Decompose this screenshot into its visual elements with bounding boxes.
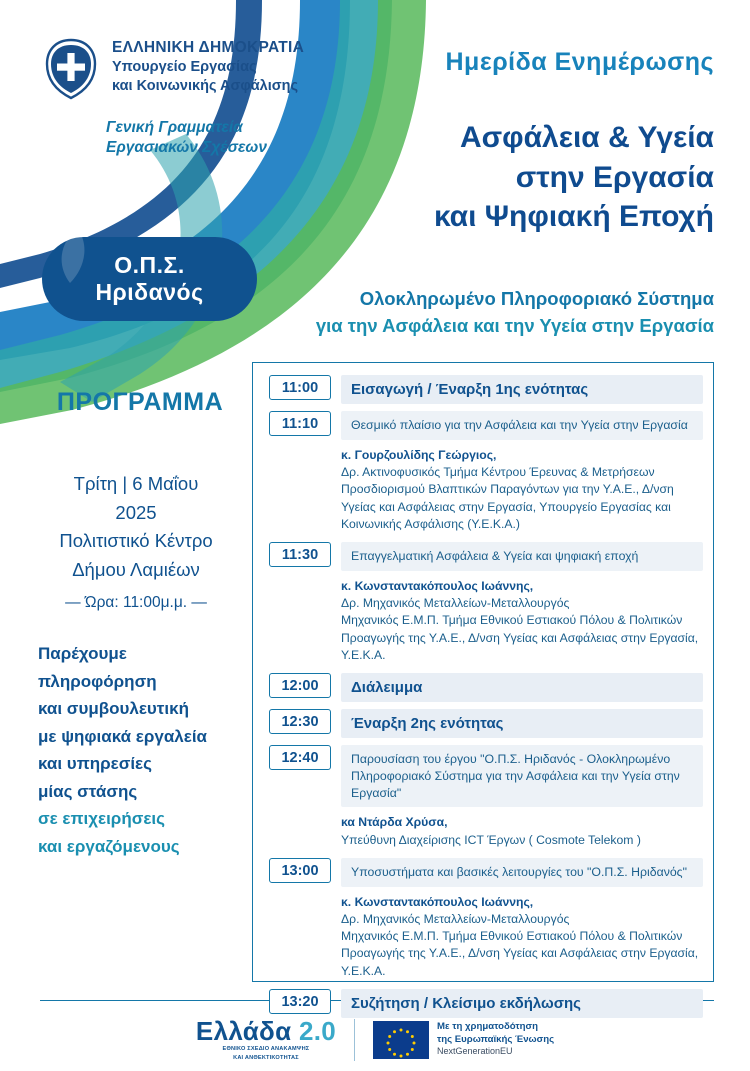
programme-title: Θεσμικό πλαίσιο για την Ασφάλεια και την Υγεία στην Εργασία	[341, 411, 703, 440]
ellada-main-text: Ελλάδα	[195, 1015, 292, 1046]
speaker-info-line: Δρ. Μηχανικός Μεταλλείων-Μεταλλουργός	[341, 911, 570, 926]
page-subtitle	[316, 286, 714, 340]
programme-title: Εισαγωγή / Έναρξη 1ης ενότητας	[341, 375, 703, 404]
badge-line1: Ο.Π.Σ.	[114, 251, 185, 278]
subtitle-line2: για την Ασφάλεια και την Υγεία στην Εργασία	[315, 314, 714, 336]
ops-iridanos-badge	[42, 237, 257, 321]
footer-vertical-divider	[354, 1019, 355, 1061]
programme-title: Παρουσίαση του έργου "Ο.Π.Σ. Ηριδανός - Ολοκληρωμένο Πληροφοριακό Σύστημα για την Ασφάλεια και την Υγεία στην Εργασία"	[341, 745, 703, 807]
speaker-info-line: Μηχανικός Ε.Μ.Π. Τμήμα Εθνικού Εστιακού Πόλου & Πολιτικών Προαγωγής της Υ.Α.Ε., Δ/νση Υγείας και Ασφάλειας στην Εργασία, Υ.Ε.Κ.Α.	[341, 613, 699, 663]
speaker-info-line: Δρ. Μηχανικός Μεταλλείων-Μεταλλουργός	[341, 596, 570, 611]
speaker-name: κα Ντάρδα Χρύσα,	[341, 815, 448, 830]
eu-line2: της Ευρωπαϊκής Ένωσης	[436, 1033, 555, 1045]
programme-time: 11:10	[269, 411, 331, 436]
eu-line3: NextGenerationEU	[436, 1046, 513, 1057]
title-line2: στην Εργασία	[515, 160, 714, 194]
programme-title: Συζήτηση / Κλείσιμο εκδήλωσης	[341, 989, 703, 1018]
programme-time: 13:00	[269, 858, 331, 883]
provide-line1: Παρέχουμε	[38, 644, 127, 663]
title-line3: και Ψηφιακή Εποχή	[433, 200, 714, 234]
programme-speaker	[341, 814, 703, 849]
programme-time: 11:30	[269, 542, 331, 567]
programme-speaker	[341, 447, 703, 534]
programme-content	[341, 709, 703, 738]
programme-time: 12:40	[269, 745, 331, 770]
eu-funding-block	[373, 1021, 554, 1059]
programme-rows	[253, 363, 713, 1035]
venue-line2: Δήμου Λαμιέων	[72, 559, 200, 581]
programme-row	[259, 673, 703, 702]
speaker-name: κ. Κωνσταντακόπουλος Ιωάννης,	[341, 578, 534, 593]
ellada-version-text: 2.0	[298, 1015, 336, 1046]
programme-title: Έναρξη 2ης ενότητας	[341, 709, 703, 738]
venue-line1: Πολιτιστικό Κέντρο	[59, 530, 213, 552]
ellada-2-0-logo	[195, 1015, 336, 1061]
event-when-where	[22, 470, 250, 615]
secretariat-line2: Εργασιακών Σχέσεων	[106, 139, 267, 157]
programme-content	[341, 542, 703, 571]
programme-content	[341, 375, 703, 404]
footer	[0, 1008, 750, 1071]
provide-line5: και υπηρεσίες	[38, 754, 152, 774]
secretariat-line1: Γενική Γραμματεία	[106, 119, 243, 136]
programme-time: 12:00	[269, 673, 331, 698]
programme-title: Υποσυστήματα και βασικές λειτουργίες του "Ο.Π.Σ. Ηριδανός"	[341, 858, 703, 887]
event-time-note: — Ώρα: 11:00μ.μ. —	[65, 593, 207, 611]
event-year: 2025	[115, 501, 157, 523]
programme-content	[341, 673, 703, 702]
programme-row	[259, 542, 703, 571]
subtitle-line1: Ολοκληρωμένο Πληροφοριακό Σύστημα	[359, 288, 714, 309]
provide-line3: και συμβουλευτική	[38, 699, 189, 719]
programme-title: Διάλειμμα	[341, 673, 703, 702]
programme-time: 13:20	[269, 989, 331, 1014]
greek-republic-emblem-icon	[44, 38, 98, 100]
title-line1: Ασφάλεια & Υγεία	[459, 121, 714, 154]
speaker-info-line: Δρ. Ακτινοφυσικός Τμήμα Κέντρου Έρευνας & Μετρήσεων Προσδιορισμού Βλαπτικών Παραγόντων για την Υ.Α.Ε., Δ/νση Υγείας και Ασφάλειας στην Εργασία, Υπουργείο Εργασίας και Κοινωνικής Ασφάλισης (Υ.Ε.Κ.Α.)	[341, 464, 674, 531]
programme-content	[341, 745, 703, 807]
event-kicker: Ημερίδα Ενημέρωσης	[445, 48, 714, 76]
programme-time: 12:30	[269, 709, 331, 734]
ellada-sub2: ΚΑΙ ΑΝΘΕΚΤΙΚΟΤΗΤΑΣ	[233, 1054, 299, 1061]
ministry-line1: ΕΛΛΗΝΙΚΗ ΔΗΜΟΚΡΑΤΙΑ	[112, 39, 305, 56]
speaker-info-line: Υπεύθυνη Διαχείρισης ICT Έργων ( Cosmote Telekom )	[341, 832, 641, 847]
ministry-identity	[44, 38, 304, 100]
programme-row	[259, 745, 703, 807]
programme-row	[259, 411, 703, 440]
programme-title: Επαγγελματική Ασφάλεια & Υγεία και ψηφιακή εποχή	[341, 542, 703, 571]
programme-speaker	[341, 894, 703, 981]
programme-speaker	[341, 578, 703, 665]
programme-time: 11:00	[269, 375, 331, 400]
provide-line8: και εργαζόμενους	[38, 836, 180, 856]
programme-row	[259, 858, 703, 887]
provide-line2: πληροφόρηση	[38, 671, 157, 691]
programme-content	[341, 858, 703, 887]
page-title	[434, 118, 714, 237]
programme-heading: ΠΡΟΓΡΑΜΜΑ	[56, 388, 224, 416]
services-statement	[38, 640, 246, 860]
event-date: Τρίτη | 6 Μαΐου	[73, 473, 199, 494]
provide-line7: σε επιχειρήσεις	[38, 809, 165, 829]
programme-content	[341, 411, 703, 440]
ellada-sub1: ΕΘΝΙΚΟ ΣΧΕΔΙΟ ΑΝΑΚΑΜΨΗΣ	[222, 1045, 310, 1052]
ministry-line2: Υπουργείο Εργασίας	[112, 59, 257, 76]
provide-line4: με ψηφιακά εργαλεία	[38, 726, 207, 746]
ministry-line3: και Κοινωνικής Ασφάλισης	[112, 77, 299, 94]
speaker-name: κ. Γουρζουλίδης Γεώργιος,	[341, 447, 497, 462]
eu-line1: Με τη χρηματοδότηση	[436, 1020, 538, 1032]
badge-line2: Ηριδανός	[95, 279, 204, 305]
provide-line6: μίας στάσης	[38, 781, 138, 801]
programme-panel	[252, 362, 714, 1013]
eu-flag-icon	[373, 1021, 429, 1059]
speaker-info-line: Μηχανικός Ε.Μ.Π. Τμήμα Εθνικού Εστιακού Πόλου & Πολιτικών Προαγωγής της Υ.Α.Ε., Δ/νση Υγείας και Ασφάλειας στην Εργασία, Υ.Ε.Κ.Α.	[341, 929, 699, 978]
secretariat-block	[106, 118, 267, 159]
speaker-name: κ. Κωνσταντακόπουλος Ιωάννης,	[341, 894, 534, 909]
programme-row	[259, 709, 703, 738]
programme-row	[259, 375, 703, 404]
